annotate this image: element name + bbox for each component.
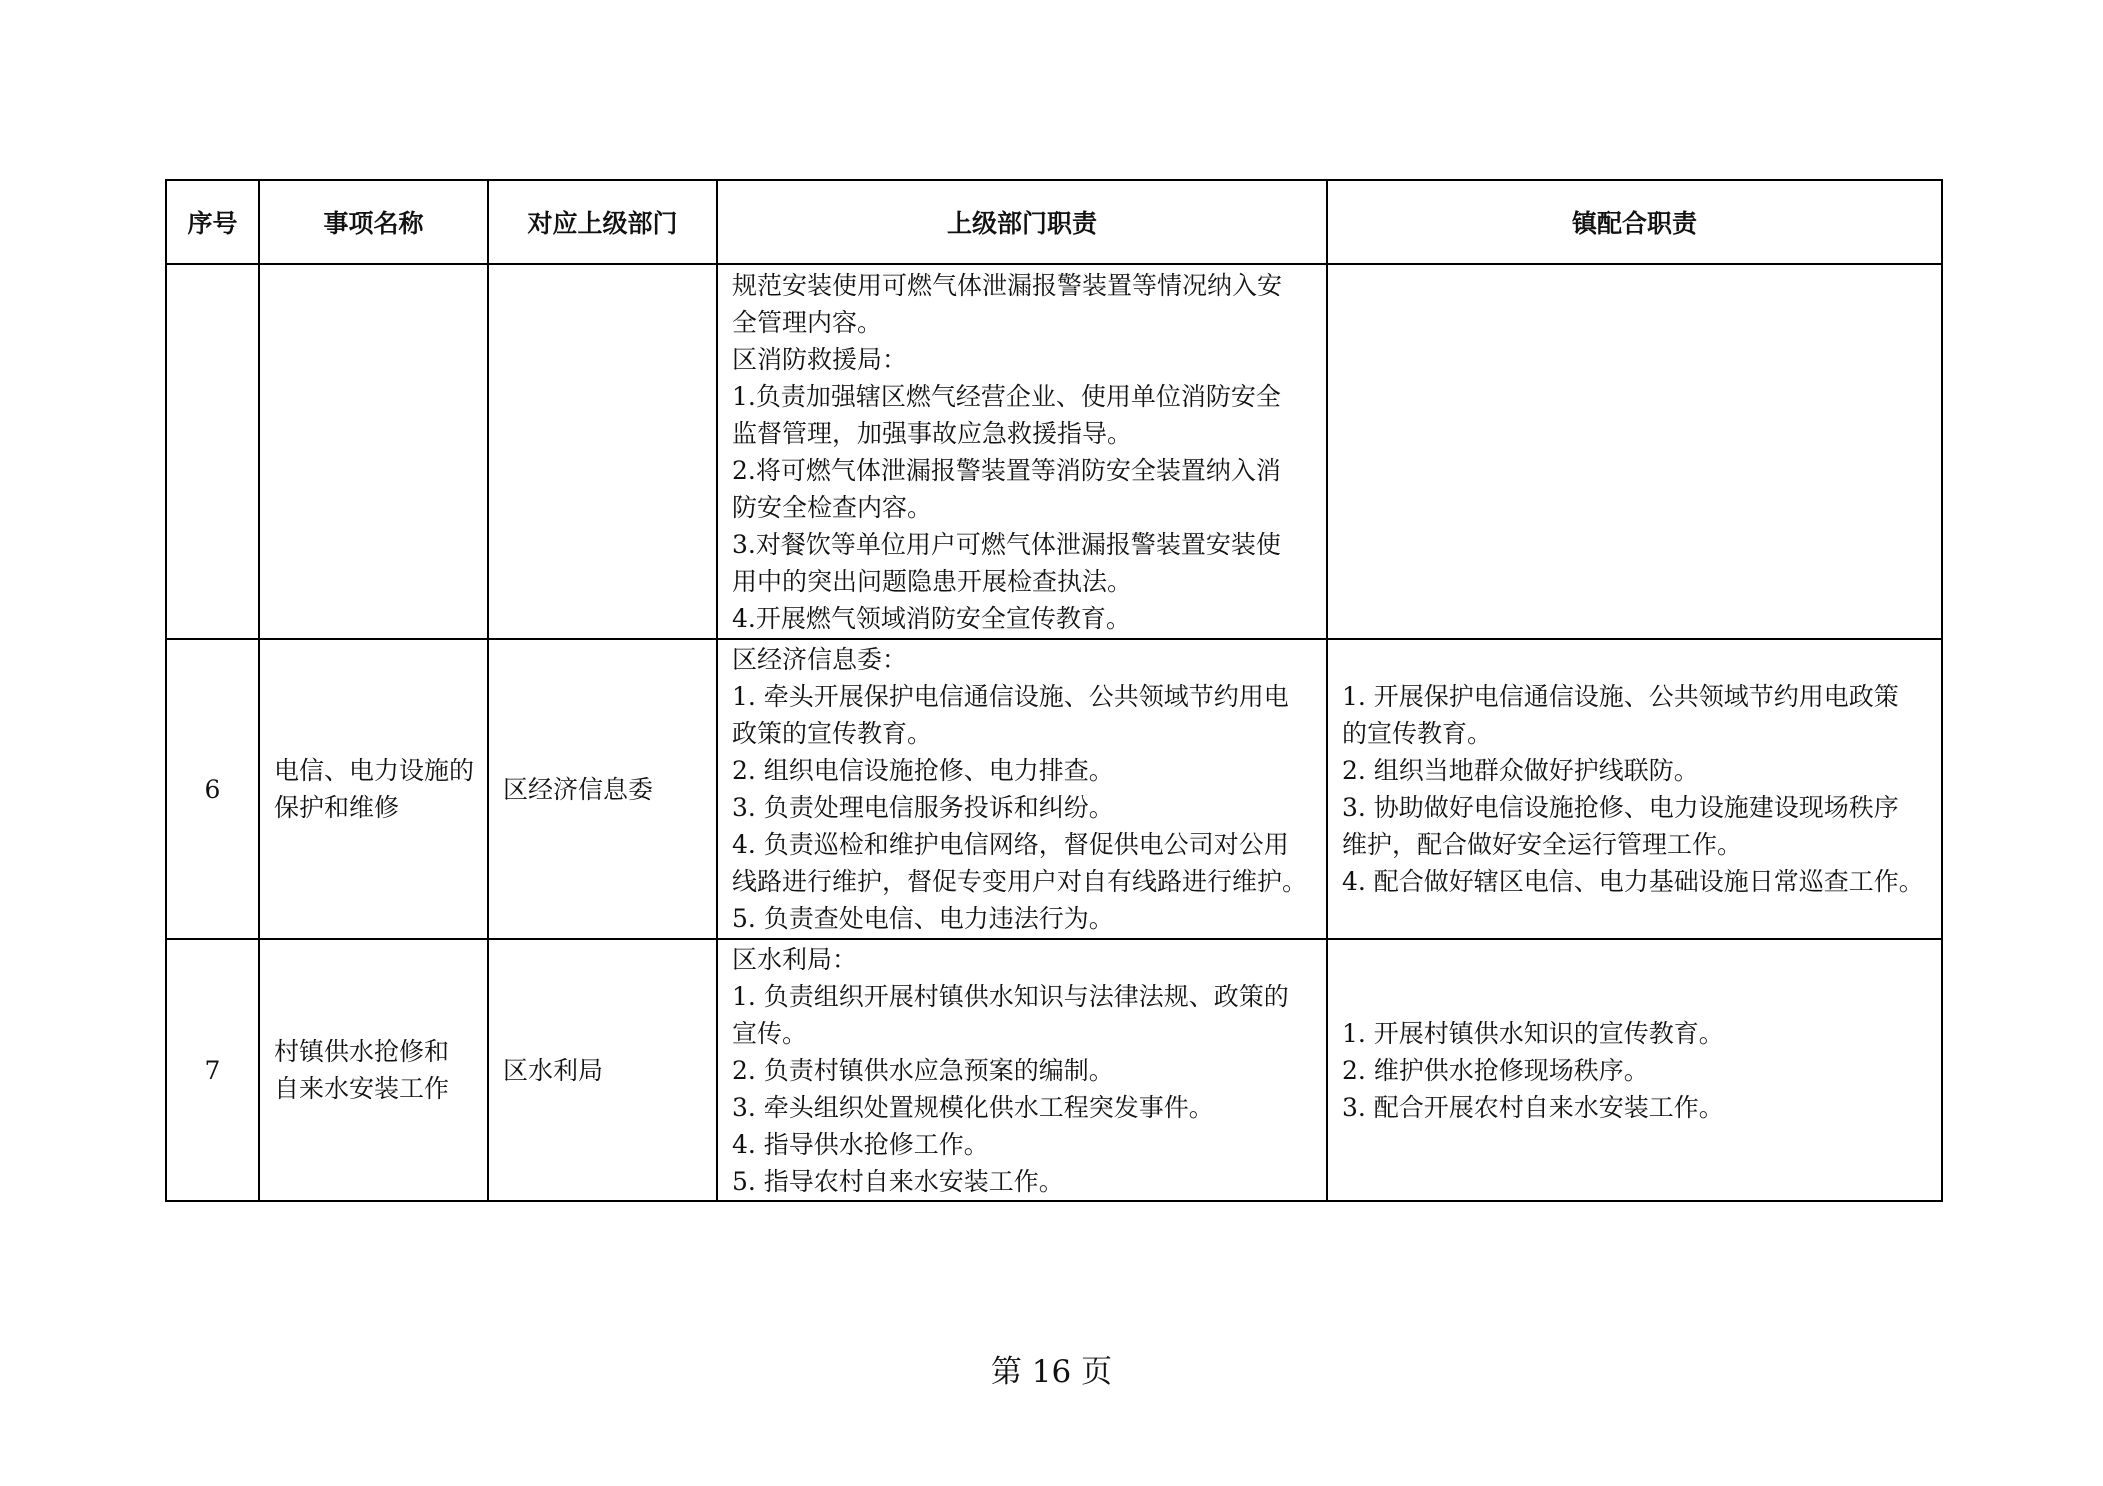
duty-line: 1. 负责组织开展村镇供水知识与法律法规、政策的 [732,981,1289,1011]
duty-line: 4. 指导供水抢修工作。 [732,1129,989,1159]
responsibility-table [165,179,1943,1202]
duty-line: 3.对餐饮等单位用户可燃气体泄漏报警装置安装使 [732,529,1281,559]
duty-line: 防安全检查内容。 [732,492,933,522]
duty-line: 2. 负责村镇供水应急预案的编制。 [732,1055,1114,1085]
town-duty-line: 3. 协助做好电信设施抢修、电力设施建设现场秩序 [1342,793,1899,822]
superior-duties-cell [717,939,1327,1201]
department-cell: 区经济信息委 [488,639,717,939]
town-duty-line: 1. 开展保护电信通信设施、公共领域节约用电政策 [1342,682,1899,711]
town-duty-line: 4. 配合做好辖区电信、电力基础设施日常巡查工作。 [1342,867,1924,896]
duty-line: 区水利局： [732,944,858,974]
item-name-cell [259,264,488,639]
town-duty-line: 2. 维护供水抢修现场秩序。 [1342,1055,1649,1085]
duty-line: 线路进行维护，督促专变用户对自有线路进行维护。 [732,867,1308,896]
duty-line: 全管理内容。 [732,307,883,337]
duty-line: 2. 组织电信设施抢修、电力排查。 [732,756,1114,785]
item-name-cell [259,939,488,1201]
duty-line: 5. 负责查处电信、电力违法行为。 [732,904,1114,933]
duty-line: 1. 牵头开展保护电信通信设施、公共领域节约用电 [732,682,1289,711]
serial-number-cell: 6 [166,639,259,939]
duty-line: 4. 负责巡检和维护电信网络，督促供电公司对公用 [732,830,1289,859]
serial-number-cell [166,264,259,639]
duty-line: 监督管理，加强事故应急救援指导。 [732,418,1133,448]
town-duty-line: 1. 开展村镇供水知识的宣传教育。 [1342,1018,1724,1048]
serial-number-cell: 7 [166,939,259,1201]
header-town-duties: 镇配合职责 [1327,180,1942,264]
item-name-cell [259,639,488,939]
table-row [166,939,1942,1201]
header-superior-department: 对应上级部门 [488,180,717,264]
duty-line: 区消防救援局： [732,344,908,374]
duty-line: 4.开展燃气领域消防安全宣传教育。 [732,603,1131,633]
header-serial-number: 序号 [166,180,259,264]
town-duty-line: 维护，配合做好安全运行管理工作。 [1342,830,1743,859]
town-duty-line: 2. 组织当地群众做好护线联防。 [1342,756,1699,785]
town-duties-cell [1327,939,1942,1201]
department-cell [488,264,717,639]
duty-line: 政策的宣传教育。 [732,719,933,748]
table-header-row [166,180,1942,264]
duty-line: 3. 牵头组织处置规模化供水工程突发事件。 [732,1092,1214,1122]
item-name-line: 保护和维修 [274,793,400,822]
duty-line: 区经济信息委： [732,645,908,674]
page-number: 第 16 页 [990,1354,1113,1390]
duty-line: 3. 负责处理电信服务投诉和纠纷。 [732,793,1114,822]
header-superior-duties: 上级部门职责 [717,180,1327,264]
duty-line: 规范安装使用可燃气体泄漏报警装置等情况纳入安 [732,270,1283,300]
town-duty-line: 的宣传教育。 [1342,719,1493,748]
town-duties-cell [1327,264,1942,639]
duty-line: 用中的突出问题隐患开展检查执法。 [732,566,1133,596]
table-row [166,264,1942,639]
superior-duties-cell [717,264,1327,639]
duty-line: 5. 指导农村自来水安装工作。 [732,1166,1064,1196]
duty-line: 2.将可燃气体泄漏报警装置等消防安全装置纳入消 [732,455,1281,485]
town-duties-cell [1327,639,1942,939]
item-name-line: 村镇供水抢修和 [274,1037,450,1066]
duty-line: 宣传。 [732,1018,808,1048]
town-duty-line: 3. 配合开展农村自来水安装工作。 [1342,1092,1724,1122]
header-item-name: 事项名称 [259,180,488,264]
department-cell: 区水利局 [488,939,717,1201]
table-row [166,639,1942,939]
superior-duties-cell [717,639,1327,939]
item-name-line: 电信、电力设施的 [274,756,475,785]
item-name-line: 自来水安装工作 [274,1074,450,1103]
duty-line: 1.负责加强辖区燃气经营企业、使用单位消防安全 [732,381,1281,411]
